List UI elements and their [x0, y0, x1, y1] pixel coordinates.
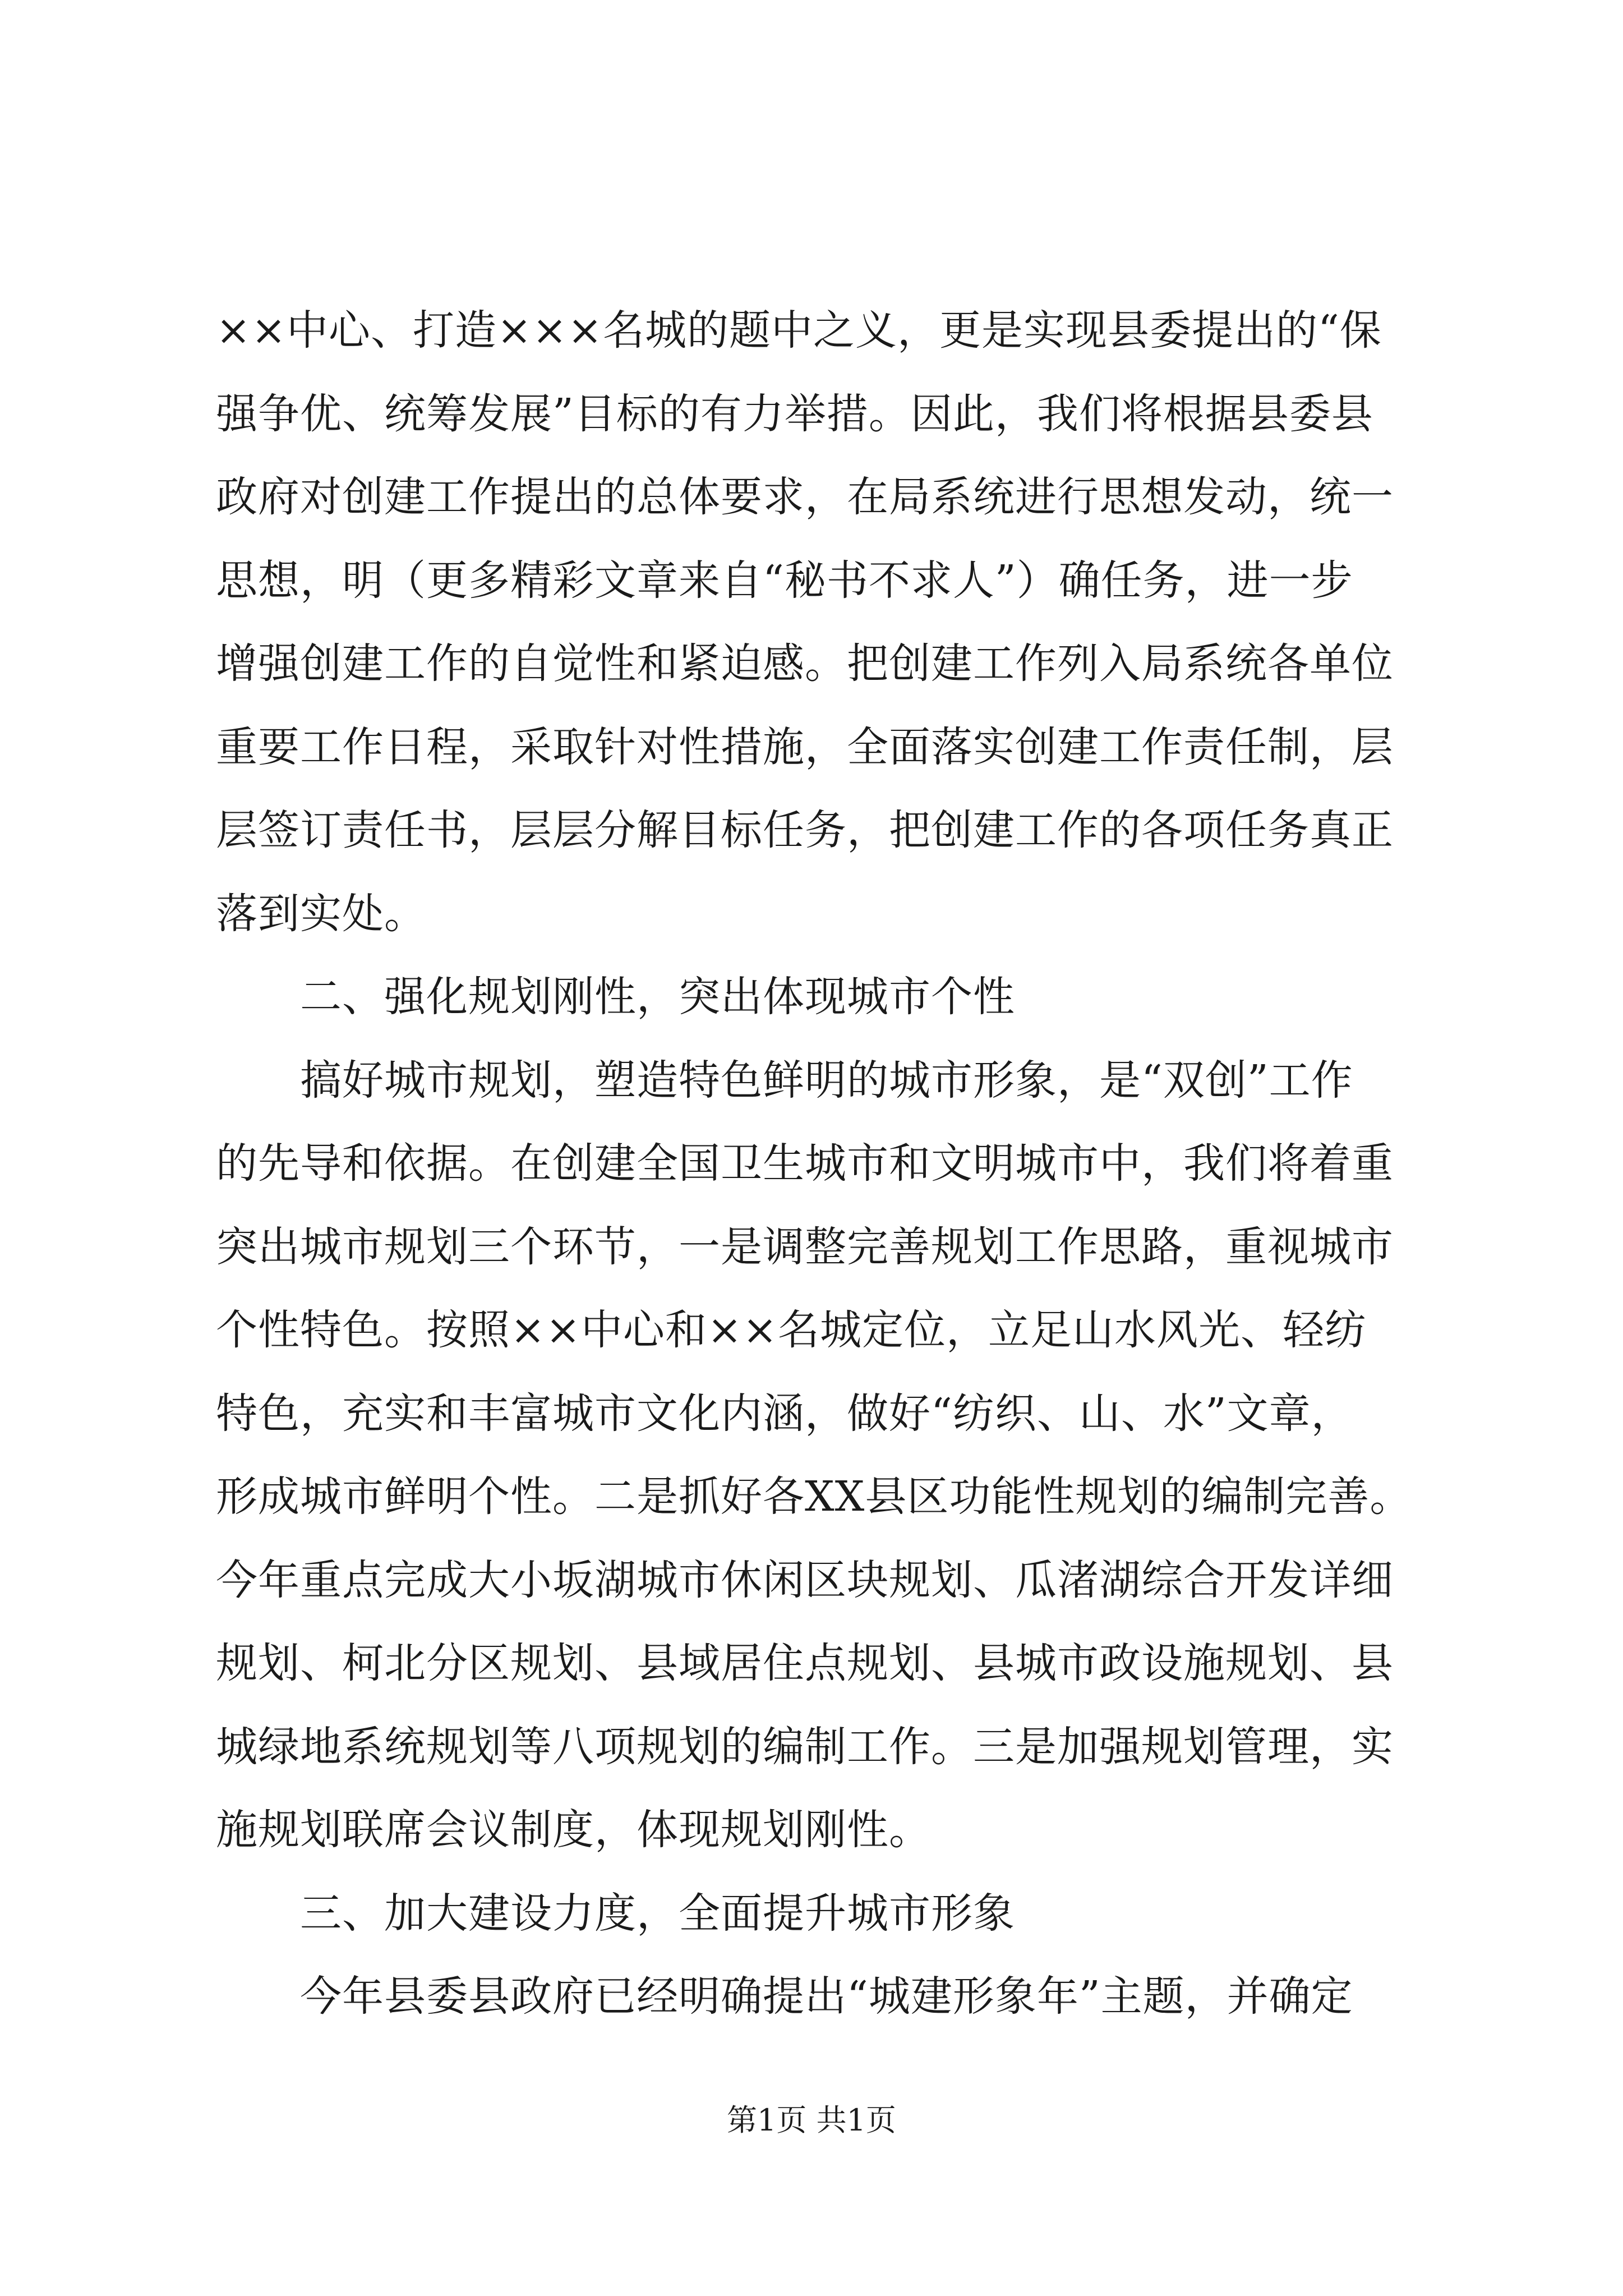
text-line: 今年县委县政府已经明确提出“城建形象年”主题，并确定	[300, 1972, 1353, 2021]
text-line: 搞好城市规划，塑造特色鲜明的城市形象，是“双创”工作	[300, 1056, 1353, 1105]
text-line: ××中心、打造×××名城的题中之义，更是实现县委提出的“保	[216, 306, 1382, 355]
text-line: 层签订责任书，层层分解目标任务，把创建工作的各项任务真正	[216, 806, 1394, 854]
text-line: 施规划联席会议制度，体现规划刚性。	[216, 1806, 931, 1854]
text-line: 增强创建工作的自觉性和紧迫感。把创建工作列入局系统各单位	[216, 639, 1394, 688]
text-line: 规划、柯北分区规划、县域居住点规划、县城市政设施规划、县	[216, 1639, 1394, 1687]
text-line: 城绿地系统规划等八项规划的编制工作。三是加强规划管理，实	[216, 1722, 1394, 1771]
text-line: 强争优、统筹发展”目标的有力举措。因此，我们将根据县委县	[216, 389, 1373, 438]
section-heading: 二、强化规划刚性，突出体现城市个性	[300, 973, 1015, 1021]
text-line: 落到实处。	[216, 889, 426, 938]
page-footer	[0, 2101, 1623, 2140]
section-heading: 三、加大建设力度，全面提升城市形象	[300, 1889, 1015, 1938]
text-line: 思想，明（更多精彩文章来自“秘书不求人”）确任务，进一步	[216, 556, 1353, 605]
text-line: 个性特色。按照××中心和××名城定位，立足山水风光、轻纺	[216, 1306, 1367, 1354]
text-line: 形成城市鲜明个性。二是抓好各XX县区功能性规划的编制完善。	[216, 1473, 1412, 1521]
text-line: 重要工作日程，采取针对性措施，全面落实创建工作责任制，层	[216, 723, 1394, 771]
text-line: 突出城市规划三个环节，一是调整完善规划工作思路，重视城市	[216, 1222, 1394, 1271]
text-line: 今年重点完成大小坂湖城市休闲区块规划、瓜渚湖综合开发详细	[216, 1556, 1394, 1604]
document-body	[216, 289, 1410, 2039]
text-line: 特色，充实和丰富城市文化内涵，做好“纺织、山、水”文章，	[216, 1389, 1353, 1438]
page-number-label: 第1页 共1页	[727, 2102, 896, 2138]
text-line: 政府对创建工作提出的总体要求，在局系统进行思想发动，统一	[216, 473, 1394, 521]
text-line: 的先导和依据。在创建全国卫生城市和文明城市中，我们将着重	[216, 1139, 1394, 1188]
